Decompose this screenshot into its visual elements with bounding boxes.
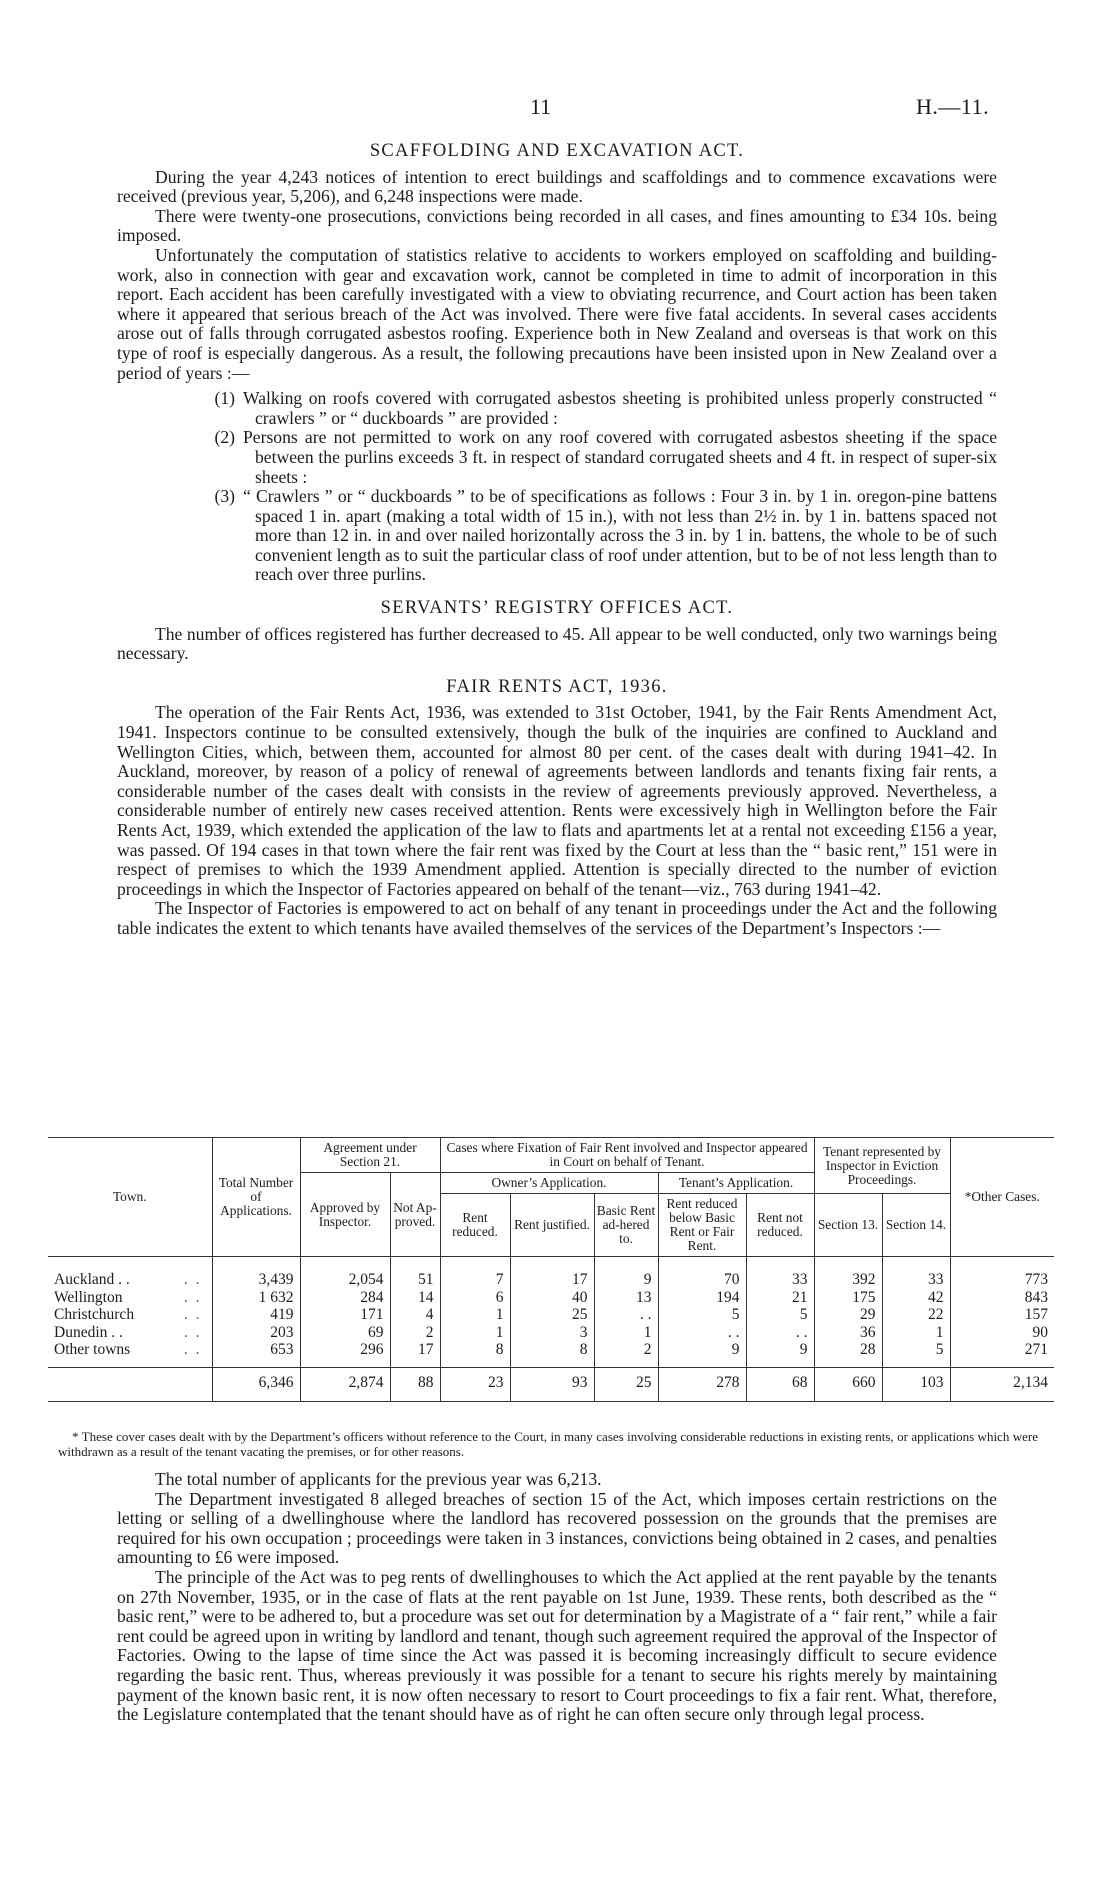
- list-item: [117, 389, 997, 428]
- header-other-cases: *Other Cases.: [950, 1138, 1054, 1257]
- town-cell: [48, 1306, 212, 1324]
- table-cell: 90: [950, 1324, 1054, 1342]
- town-name: Wellington: [54, 1288, 123, 1306]
- table-cell: 9: [746, 1341, 814, 1367]
- total-cell: 88: [390, 1367, 440, 1402]
- table-row: [48, 1341, 1054, 1367]
- total-cell: 68: [746, 1367, 814, 1402]
- table-cell: 203: [212, 1324, 300, 1342]
- table-cell: 157: [950, 1306, 1054, 1324]
- total-cell: 23: [440, 1367, 510, 1402]
- table-cell: 1 632: [212, 1289, 300, 1307]
- list-item: [117, 428, 997, 487]
- table-cell: 194: [658, 1289, 746, 1307]
- town-name: Other towns: [54, 1341, 131, 1358]
- header-total-applications: Total Number of Applications.: [212, 1138, 300, 1257]
- fair-rents-paragraph-1: The operation of the Fair Rents Act, 1936, was extended to 31st October, 1941, by the Fair Rents Amendment Act, 1941. Inspectors continue to be consulted extensively, though the bulk of the inquiries are confined to Auckland and Wellington Cities, which, between them, accounted for almost 80 per cent. of the cases dealt with during 1941–42. In Auckland, moreover, by reason of a policy of renewal of agreements between landlords and tenants fixing fair rents, a considerable number of the cases dealt with consists in the review of agreements previously approved. Nevertheless, a considerable number of entirely new cases received attention. Rents were excessively high in Wellington before the Fair Rents Act, 1939, which extended the application of the law to flats and apartments let at a rental not exceeding £156 a year, was passed. Of 194 cases in that town where the fair rent was fixed by the Court at less than the “ basic rent,” 151 were in respect of premises to which the 1939 Amendment applied. Attention is specially directed to the number of eviction proceedings in which the Inspector of Factories appeared on behalf of the tenant—viz., 763 during 1941–42.: [117, 702, 997, 899]
- table-cell: 2,054: [300, 1257, 390, 1289]
- header-section-13: Section 13.: [814, 1194, 882, 1257]
- header-tenant-application: Tenant’s Application.: [658, 1173, 814, 1194]
- town-cell: [48, 1341, 212, 1367]
- table-cell: 17: [390, 1341, 440, 1367]
- header-not-approved: Not Ap-proved.: [390, 1173, 440, 1257]
- table-body: [48, 1257, 1054, 1402]
- header-town: Town.: [48, 1138, 212, 1257]
- scaffolding-paragraph-2: There were twenty-one prosecutions, convictions being recorded in all cases, and fines amounting to £34 10s. being imposed.: [117, 205, 997, 246]
- table-cell: 5: [658, 1306, 746, 1324]
- header-rent-not-reduced: Rent not reduced.: [746, 1194, 814, 1257]
- totals-row: [48, 1367, 1054, 1402]
- scaffolding-paragraph-3: Unfortunately the computation of statistics relative to accidents to workers employed on scaffolding and building-work, also in connection with gear and excavation work, cannot be completed in time to admit of incorporation in this report. Each accident has been carefully investigated with a view to obviating recurrence, and Court action has been taken where it appeared that serious breach of the Act was involved. There were five fatal accidents. In several cases accidents arose out of falls through corrugated asbestos roofing. Experience both in New Zealand and overseas is that work on this type of roof is especially dangerous. As a result, the following precautions have been insisted upon in New Zealand over a period of years :—: [117, 244, 997, 383]
- table-cell: 5: [746, 1306, 814, 1324]
- header-basic-rent-adhered: Basic Rent ad-hered to.: [594, 1194, 658, 1257]
- table-cell: 2: [390, 1324, 440, 1342]
- table-cell: 8: [440, 1341, 510, 1367]
- after-paragraph-2: The Department investigated 8 alleged breaches of section 15 of the Act, which imposes certain restrictions on the letting or selling of a dwellinghouse where the landlord has recovered possession on the grounds that the premises are required for his own occupation ; proceedings were taken in 3 instances, convictions being obtained in 2 cases, and penalties amounting to £6 were imposed.: [117, 1488, 997, 1568]
- after-paragraph-3: The principle of the Act was to peg rents of dwellinghouses to which the Act applied at the rent payable by the tenants on 27th November, 1935, or in the case of flats at the rent payable on 1st June, 1939. These rents, both described as the “ basic rent,” were to be adhered to, but a procedure was set out for determination by a Magistrate of a “ fair rent,” while a fair rent could be agreed upon in writing by landlord and tenant, though such agreement required the approval of the Inspector of Factories. Owing to the lapse of time since the Act was passed it is becoming increasingly difficult to secure evidence regarding the basic rent. Thus, whereas previously it was possible for a tenant to secure his rights merely by maintaining payment of the known basic rent, it is now often necessary to resort to Court proceedings to fix a fair rent. What, therefore, the Legislature contemplated that the tenant should have as of right he can often secure only through legal process.: [117, 1566, 997, 1725]
- after-paragraph-1: The total number of applicants for the previous year was 6,213.: [155, 1469, 602, 1489]
- list-item-text: “ Crawlers ” or “ duckboards ” to be of specifications as follows : Four 3 in. by 1 in. oregon-pine battens spaced 1 in. apart (making a total width of 15 in.), with not less than 2½ in. by 1 in. battens spaced not more than 12 in. in and over nailed horizontally across the 3 in. by 1 in. battens, the whole to be of such convenient length as to suit the particular class of roof under attention, but to be of not less length than to reach over three purlins.: [243, 486, 997, 585]
- header-section-14: Section 14.: [882, 1194, 950, 1257]
- leader-dots: . .: [183, 1341, 202, 1358]
- town-name: Christchurch: [54, 1306, 135, 1323]
- table-cell: . .: [594, 1306, 658, 1324]
- table-row: [48, 1289, 1054, 1307]
- page-number: 11: [530, 94, 552, 119]
- header-agreement: Agreement under Section 21.: [300, 1138, 440, 1173]
- table-cell: . .: [746, 1324, 814, 1342]
- table-footnote: * These cover cases dealt with by the Department’s officers without reference to the Court, in many cases involving considerable reductions in existing rents, or applications which were withdrawn as a result of the tenant vacating the premises, or for other reasons.: [58, 1429, 1038, 1459]
- table-cell: 33: [746, 1257, 814, 1289]
- table-cell: 1: [882, 1324, 950, 1342]
- lower-text-block: [117, 1470, 997, 1725]
- table-cell: 14: [390, 1289, 440, 1307]
- total-cell: 660: [814, 1367, 882, 1402]
- table-cell: 69: [300, 1324, 390, 1342]
- servants-paragraph: The number of offices registered has further decreased to 45. All appear to be well conducted, only two warnings being necessary.: [117, 623, 997, 664]
- table-cell: 25: [510, 1306, 594, 1324]
- fair-rents-table: [48, 1137, 1054, 1402]
- header-court-cases: Cases where Fixation of Fair Rent involved and Inspector appeared in Court on behalf of Tenant.: [440, 1138, 814, 1173]
- table-row: [48, 1324, 1054, 1342]
- total-cell: 278: [658, 1367, 746, 1402]
- table-cell: . .: [658, 1324, 746, 1342]
- table-cell: 33: [882, 1257, 950, 1289]
- header-owner-application: Owner’s Application.: [440, 1173, 658, 1194]
- table-cell: 1: [594, 1324, 658, 1342]
- fair-rents-heading: FAIR RENTS ACT, 1936.: [446, 676, 668, 697]
- table-cell: 171: [300, 1306, 390, 1324]
- table-cell: 5: [882, 1341, 950, 1367]
- list-item-text: Persons are not permitted to work on any roof covered with corrugated asbestos sheeting if the space between the purlins exceeds 3 ft. in respect of standard corrugated sheets and 4 ft. in respect of super-six sheets :: [243, 427, 997, 487]
- scaffolding-heading: SCAFFOLDING AND EXCAVATION ACT.: [369, 141, 745, 161]
- total-cell: 2,874: [300, 1367, 390, 1402]
- fair-rents-paragraph-2: The Inspector of Factories is empowered to act on behalf of any tenant in proceedings under the Act and the following table indicates the extent to which tenants have availed themselves of the services of the Department’s Inspectors :—: [117, 898, 997, 938]
- table-cell: 3: [510, 1324, 594, 1342]
- table-cell: 419: [212, 1306, 300, 1324]
- header-eviction: Tenant represented by Inspector in Eviction Proceedings.: [814, 1138, 950, 1194]
- table-cell: 21: [746, 1289, 814, 1307]
- table-cell: 7: [440, 1257, 510, 1289]
- table-cell: 3,439: [212, 1257, 300, 1289]
- table-cell: 29: [814, 1306, 882, 1324]
- table-cell: 4: [390, 1306, 440, 1324]
- total-cell: 2,134: [950, 1367, 1054, 1402]
- table-cell: 773: [950, 1257, 1054, 1289]
- servants-heading: SERVANTS’ REGISTRY OFFICES ACT.: [380, 598, 734, 619]
- table-cell: 271: [950, 1341, 1054, 1367]
- table-cell: 2: [594, 1341, 658, 1367]
- total-cell: 93: [510, 1367, 594, 1402]
- table-cell: 51: [390, 1257, 440, 1289]
- list-item-number: (3): [214, 486, 235, 507]
- list-item-number: (2): [214, 427, 235, 448]
- table-cell: 1: [440, 1306, 510, 1324]
- town-name: Auckland . .: [54, 1271, 130, 1288]
- town-cell: [48, 1324, 212, 1342]
- table-cell: 392: [814, 1257, 882, 1289]
- header-rent-justified: Rent justified.: [510, 1194, 594, 1257]
- total-cell: 103: [882, 1367, 950, 1402]
- table-row: [48, 1257, 1054, 1289]
- scaffolding-paragraph-1: During the year 4,243 notices of intention to erect buildings and scaffoldings and to commence excavations were received (previous year, 5,206), and 6,248 inspections were made.: [117, 166, 997, 207]
- town-cell: [48, 1257, 212, 1289]
- page-reference: H.—11.: [916, 94, 990, 119]
- table-cell: 42: [882, 1289, 950, 1307]
- table-cell: 8: [510, 1341, 594, 1367]
- table-cell: 653: [212, 1341, 300, 1367]
- table-cell: 40: [510, 1289, 594, 1307]
- total-cell: 6,346: [212, 1367, 300, 1402]
- totals-label-cell: [48, 1367, 212, 1402]
- town-cell: [48, 1289, 212, 1307]
- list-item-number: (1): [214, 388, 235, 409]
- table-cell: 22: [882, 1306, 950, 1324]
- table-cell: 70: [658, 1257, 746, 1289]
- table-cell: 9: [658, 1341, 746, 1367]
- table-cell: 13: [594, 1289, 658, 1307]
- list-item: [117, 487, 997, 585]
- leader-dots: . .: [183, 1288, 202, 1306]
- table-cell: 17: [510, 1257, 594, 1289]
- table-cell: 175: [814, 1289, 882, 1307]
- precautions-list: [117, 389, 997, 585]
- table-row: [48, 1306, 1054, 1324]
- total-cell: 25: [594, 1367, 658, 1402]
- table-cell: 6: [440, 1289, 510, 1307]
- leader-dots: . .: [183, 1306, 202, 1323]
- table-cell: 28: [814, 1341, 882, 1367]
- table-cell: 9: [594, 1257, 658, 1289]
- table-cell: 843: [950, 1289, 1054, 1307]
- table-cell: 36: [814, 1324, 882, 1342]
- header-rent-reduced: Rent reduced.: [440, 1194, 510, 1257]
- leader-dots: . .: [183, 1323, 202, 1341]
- town-name: Dunedin . .: [54, 1323, 123, 1341]
- table-cell: 296: [300, 1341, 390, 1367]
- upper-text-block: [117, 142, 997, 939]
- list-item-text: Walking on roofs covered with corrugated asbestos sheeting is prohibited unless properly constructed “ crawlers ” or “ duckboards ” are provided :: [243, 388, 997, 428]
- leader-dots: . .: [183, 1271, 202, 1288]
- header-approved: Approved by Inspector.: [300, 1173, 390, 1257]
- table-cell: 284: [300, 1289, 390, 1307]
- table-cell: 1: [440, 1324, 510, 1342]
- header-rent-reduced-below: Rent reduced below Basic Rent or Fair Rent.: [658, 1194, 746, 1257]
